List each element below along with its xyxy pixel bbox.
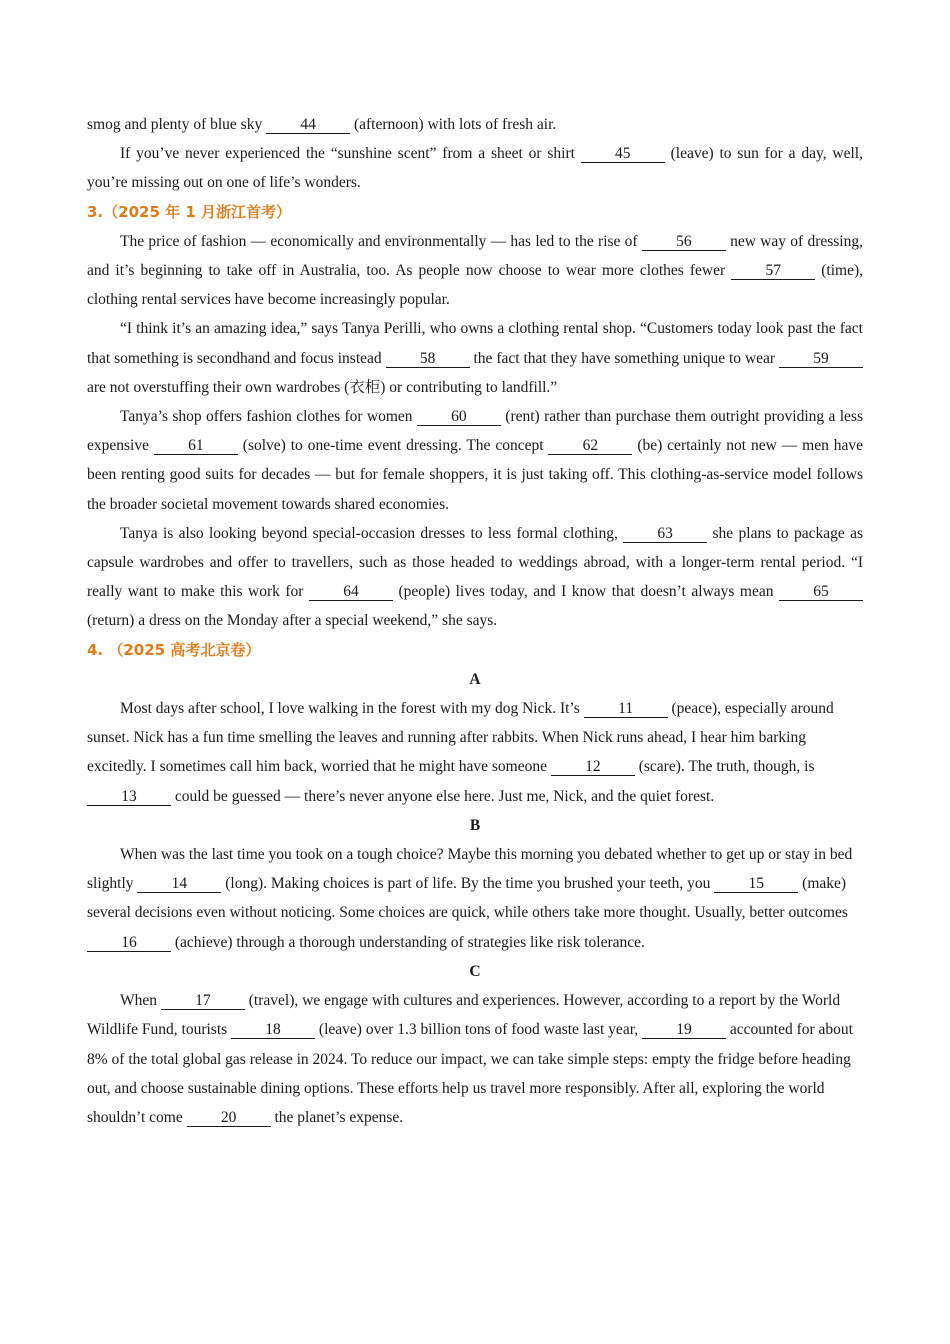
text-run: (time), clothing rental services have become increasingly popular.: [87, 262, 864, 309]
text-run: the fact that they have something unique to wear: [469, 349, 779, 367]
text-run: (afternoon) with lots of fresh air.: [350, 116, 557, 133]
passage-c-label: C: [469, 962, 481, 980]
answer-blank-61[interactable]: 61: [154, 437, 238, 455]
passage-b-paragraph: [87, 840, 863, 957]
passage-b-label: B: [469, 816, 481, 834]
section-3-paragraph-1: [87, 227, 863, 315]
text-run: (scare). The truth, though, is: [634, 758, 815, 776]
paragraph-continued-2: [87, 139, 863, 197]
text-run: (make) several decisions even without noticing. Some choices are quick, while others take more thought. Usually, better outcomes: [87, 875, 848, 922]
text-run: (leave) over 1.3 billion tons of food waste last year,: [315, 1021, 642, 1039]
text-run: (long). Making choices is part of life. By the time you brushed your teeth, you: [221, 875, 715, 893]
paragraph-continued-1: [87, 110, 863, 139]
text-run: (solve) to one-time event dressing. The concept: [237, 437, 549, 455]
answer-blank-44[interactable]: 44: [266, 116, 350, 134]
answer-blank-14[interactable]: 14: [137, 875, 221, 893]
text-run: (leave) to sun for a day, well, you’re missing out on one of life’s wonders.: [87, 145, 863, 192]
answer-blank-59[interactable]: 59: [779, 350, 863, 368]
answer-blank-58[interactable]: 58: [386, 350, 470, 368]
text-run: (travel), we engage with cultures and experiences. However, according to a report by the World Wildlife Fund, tourists: [87, 992, 841, 1039]
section-3-paragraph-4: [87, 519, 863, 636]
document-body: [87, 110, 863, 1132]
section-3-heading: 3.（2025 年 1 月浙江首考）: [87, 202, 291, 221]
answer-blank-18[interactable]: 18: [231, 1021, 315, 1039]
passage-a-label: A: [469, 670, 481, 688]
answer-blank-45[interactable]: 45: [581, 145, 665, 163]
answer-blank-57[interactable]: 57: [731, 262, 815, 280]
answer-blank-12[interactable]: 12: [551, 758, 635, 776]
text-run: are not overstuffing their own wardrobes (衣柜) or contributing to landfill.”: [87, 378, 558, 396]
text-run: new way of dressing, and it’s beginning to take off in Australia, too. As people now choose to wear more clothes fewer: [87, 232, 863, 280]
text-run: (rent) rather than purchase them outright providing a less expensive: [87, 408, 863, 455]
answer-blank-65[interactable]: 65: [779, 583, 863, 601]
text-run: The price of fashion — economically and environmentally — has led to the rise of: [120, 232, 642, 250]
text-run: (people) lives today, and I know that doesn’t always mean: [392, 583, 779, 601]
text-run: could be guessed — there’s never anyone else here. Just me, Nick, and the quiet forest.: [171, 787, 715, 805]
answer-blank-64[interactable]: 64: [309, 583, 393, 601]
answer-blank-20[interactable]: 20: [187, 1109, 271, 1127]
answer-blank-56[interactable]: 56: [642, 233, 726, 251]
text-run: Most days after school, I love walking in the forest with my dog Nick. It’s: [120, 700, 584, 718]
text-run: the planet’s expense.: [270, 1108, 404, 1126]
answer-blank-13[interactable]: 13: [87, 788, 171, 806]
text-run: (return) a dress on the Monday after a special weekend,” she says.: [87, 612, 498, 630]
answer-blank-11[interactable]: 11: [584, 700, 668, 718]
text-run: Tanya’s shop offers fashion clothes for women: [120, 408, 417, 426]
passage-c-paragraph: [87, 986, 863, 1132]
text-run: (be) certainly not new — men have been renting good suits for decades — but for female shoppers, it is just taking off. This clothing-as-service model follows the broader societal movement towards shared economies.: [87, 437, 863, 513]
answer-blank-63[interactable]: 63: [623, 525, 707, 543]
section-4-heading: 4. （2025 高考北京卷）: [87, 640, 261, 659]
text-run: accounted for about 8% of the total global gas release in 2024. To reduce our impact, we can take simple steps: empty the fridge before heading out, and choose sustainable dining options. These efforts help us travel more responsibly. After all, exploring the world shouldn’t come: [87, 1021, 853, 1126]
text-run: smog and plenty of blue sky: [87, 116, 267, 133]
answer-blank-60[interactable]: 60: [417, 408, 501, 426]
text-run: she plans to package as capsule wardrobes and offer to travellers, such as those headed to weddings abroad, with a longer-term rental period. “I really want to make this work for: [87, 524, 863, 601]
text-run: (peace), especially around sunset. Nick has a fun time smelling the leaves and running after rabbits. When Nick runs ahead, I hear him barking excitedly. I sometimes call him back, worried that he might have someone: [87, 700, 834, 776]
answer-blank-15[interactable]: 15: [714, 875, 798, 893]
section-3-paragraph-2: [87, 314, 863, 402]
text-run: If you’ve never experienced the “sunshine scent” from a sheet or shirt: [120, 145, 581, 163]
text-run: When was the last time you took on a tough choice? Maybe this morning you debated whether to get up or stay in bed slightly: [87, 846, 853, 893]
text-run: When: [120, 992, 161, 1010]
text-run: “I think it’s an amazing idea,” says Tanya Perilli, who owns a clothing rental shop. “Customers today look past the fact that something is secondhand and focus instead: [87, 320, 863, 367]
section-3-paragraph-3: [87, 402, 863, 519]
answer-blank-62[interactable]: 62: [548, 437, 632, 455]
text-run: Tanya is also looking beyond special-occasion dresses to less formal clothing,: [120, 524, 624, 542]
passage-a-paragraph: [87, 694, 863, 811]
answer-blank-17[interactable]: 17: [161, 992, 245, 1010]
answer-blank-19[interactable]: 19: [642, 1021, 726, 1039]
answer-blank-16[interactable]: 16: [87, 934, 171, 952]
text-run: (achieve) through a thorough understanding of strategies like risk tolerance.: [171, 933, 645, 951]
